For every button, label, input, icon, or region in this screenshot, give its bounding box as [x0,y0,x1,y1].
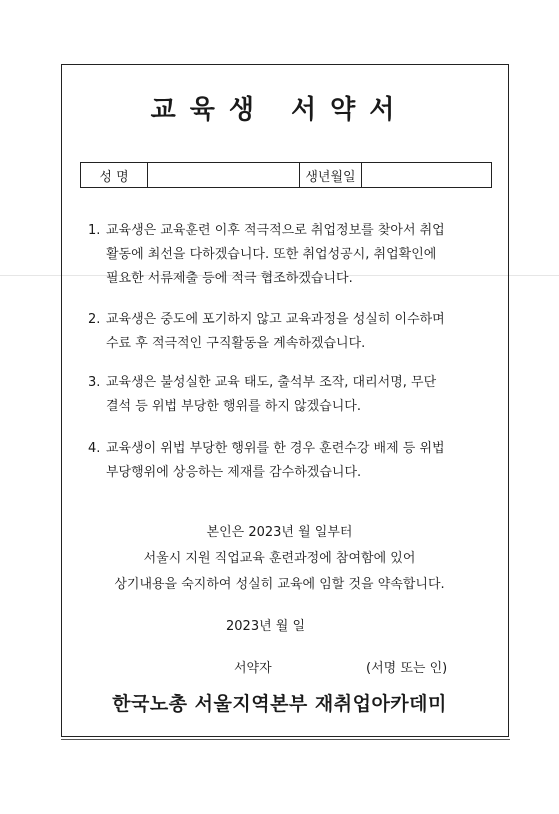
document-bottom-rule [61,739,510,740]
info-table [80,162,492,188]
sign-date: 2023년 월 일 [226,619,306,634]
item-text: 교육생이 위법 부당한 행위를 한 경우 훈련수강 배제 등 위법 부당행위에 상응하는 제재를 감수하겠습니다. [106,441,445,480]
page-title: 교육생 서약서 [150,95,409,125]
signature-hint: (서명 또는 인) [366,661,448,676]
pledge-item-2 [88,308,498,356]
signer-label: 서약자 [234,661,272,676]
item-number: 4. [88,441,101,456]
pledge-item-1 [88,219,498,291]
name-field[interactable] [148,163,300,187]
item-number: 1. [88,223,101,238]
item-number: 2. [88,312,101,327]
pledge-item-3 [88,371,498,419]
pledge-item-4 [88,437,498,485]
organization-name: 한국노총 서울지역본부 재취업아카데미 [112,693,447,715]
pledge-statement: 본인은 2023년 월 일부터 서울시 지원 직업교육 훈련과정에 참여함에 있어 상기내용을 숙지하여 성실히 교육에 임할 것을 약속합니다. [114,525,445,592]
birthdate-field[interactable] [362,163,491,187]
item-text: 교육생은 중도에 포기하지 않고 교육과정을 성실히 이수하며 수료 후 적극적인 구직활동을 계속하겠습니다. [106,312,445,351]
item-number: 3. [88,375,101,390]
birthdate-label: 생년월일 [300,163,362,187]
name-label: 성 명 [81,163,148,187]
item-text: 교육생은 교육훈련 이후 적극적으로 취업정보를 찾아서 취업 활동에 최선을 다하겠습니다. 또한 취업성공시, 취업확인에 필요한 서류제출 등에 적극 협조하겠습니다. [106,223,445,286]
item-text: 교육생은 불성실한 교육 태도, 출석부 조작, 대리서명, 무단 결석 등 위법 부당한 행위를 하지 않겠습니다. [106,375,437,414]
